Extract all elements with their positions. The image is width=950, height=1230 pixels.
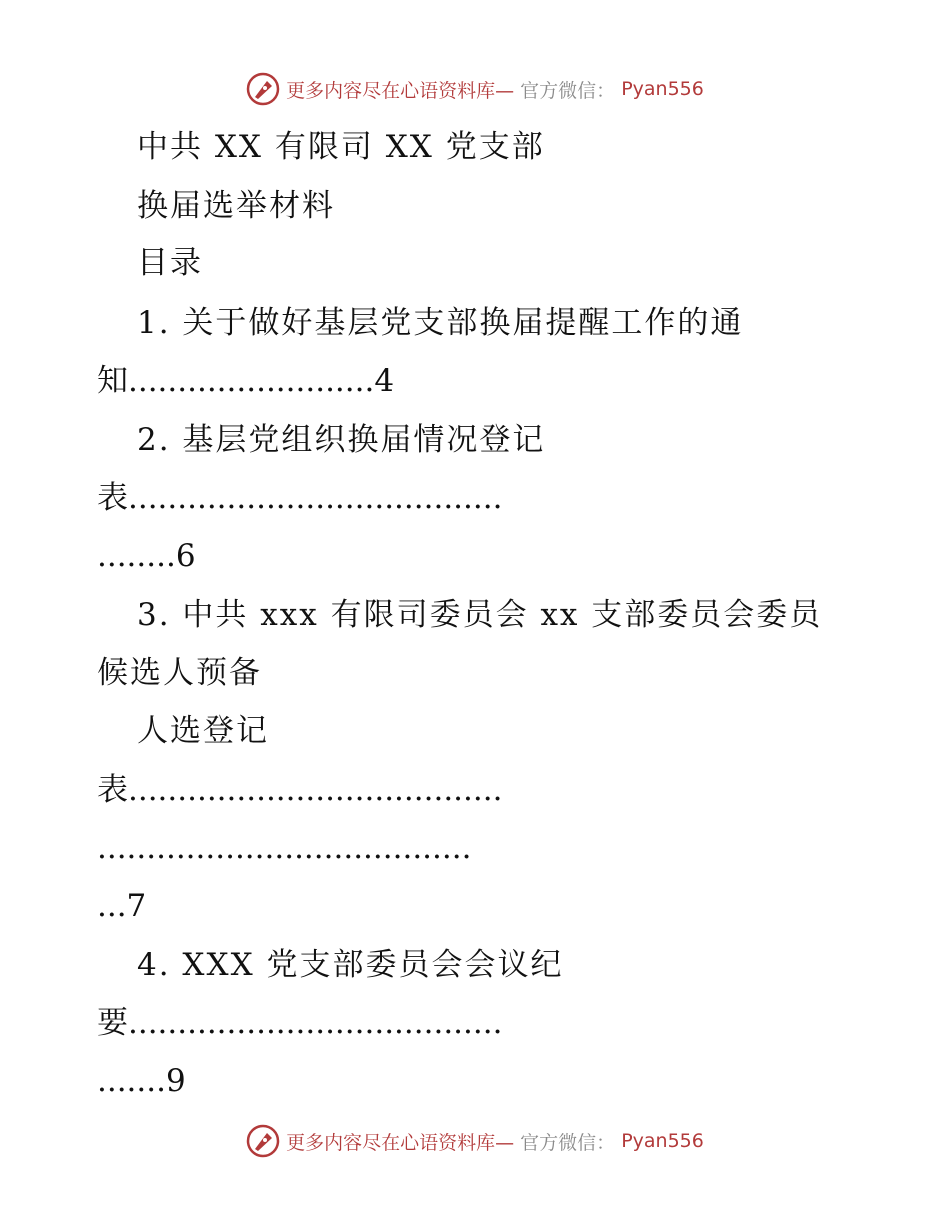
toc-item-3-leader: 表......................................: [97, 772, 503, 808]
toc-item-3-page: ...7: [97, 888, 147, 924]
toc-item-2-title: 2. 基层党组织换届情况登记: [137, 422, 546, 458]
toc-item-3-leader-cont: ......................................: [97, 830, 472, 866]
toc-heading: 目录: [137, 245, 203, 281]
watermark-wechat-id: Pyan556: [621, 78, 704, 100]
toc-item-1-leader: 知.........................4: [97, 363, 395, 399]
watermark-wechat-id: Pyan556: [621, 1130, 704, 1152]
toc-item-3-title-cont2: 人选登记: [137, 713, 269, 749]
watermark-text: 更多内容尽在心语资料库—: [286, 1131, 515, 1154]
toc-item-1-title: 1. 关于做好基层党支部换届提醒工作的通: [137, 305, 744, 341]
pen-nib-icon: [246, 1124, 280, 1158]
toc-item-4-leader: 要......................................: [97, 1005, 503, 1041]
watermark-wechat-label: 官方微信：: [520, 79, 616, 102]
document-title-line1: 中共 XX 有限司 XX 党支部: [137, 129, 545, 165]
toc-item-3-title: 3. 中共 xxx 有限司委员会 xx 支部委员会委员: [137, 597, 823, 633]
toc-item-4-page: .......9: [97, 1063, 186, 1099]
pen-nib-icon: [246, 72, 280, 106]
watermark-footer: [0, 1124, 950, 1158]
watermark-text: 更多内容尽在心语资料库—: [286, 79, 515, 102]
toc-item-4-title: 4. XXX 党支部委员会会议纪: [137, 947, 564, 983]
toc-item-3-title-cont: 候选人预备: [97, 655, 262, 691]
watermark-wechat-label: 官方微信：: [520, 1131, 616, 1154]
document-title-line2: 换届选举材料: [137, 188, 335, 224]
toc-item-2-leader: 表......................................: [97, 480, 503, 516]
toc-item-2-page: ........6: [97, 538, 196, 574]
watermark-header: [0, 72, 950, 106]
